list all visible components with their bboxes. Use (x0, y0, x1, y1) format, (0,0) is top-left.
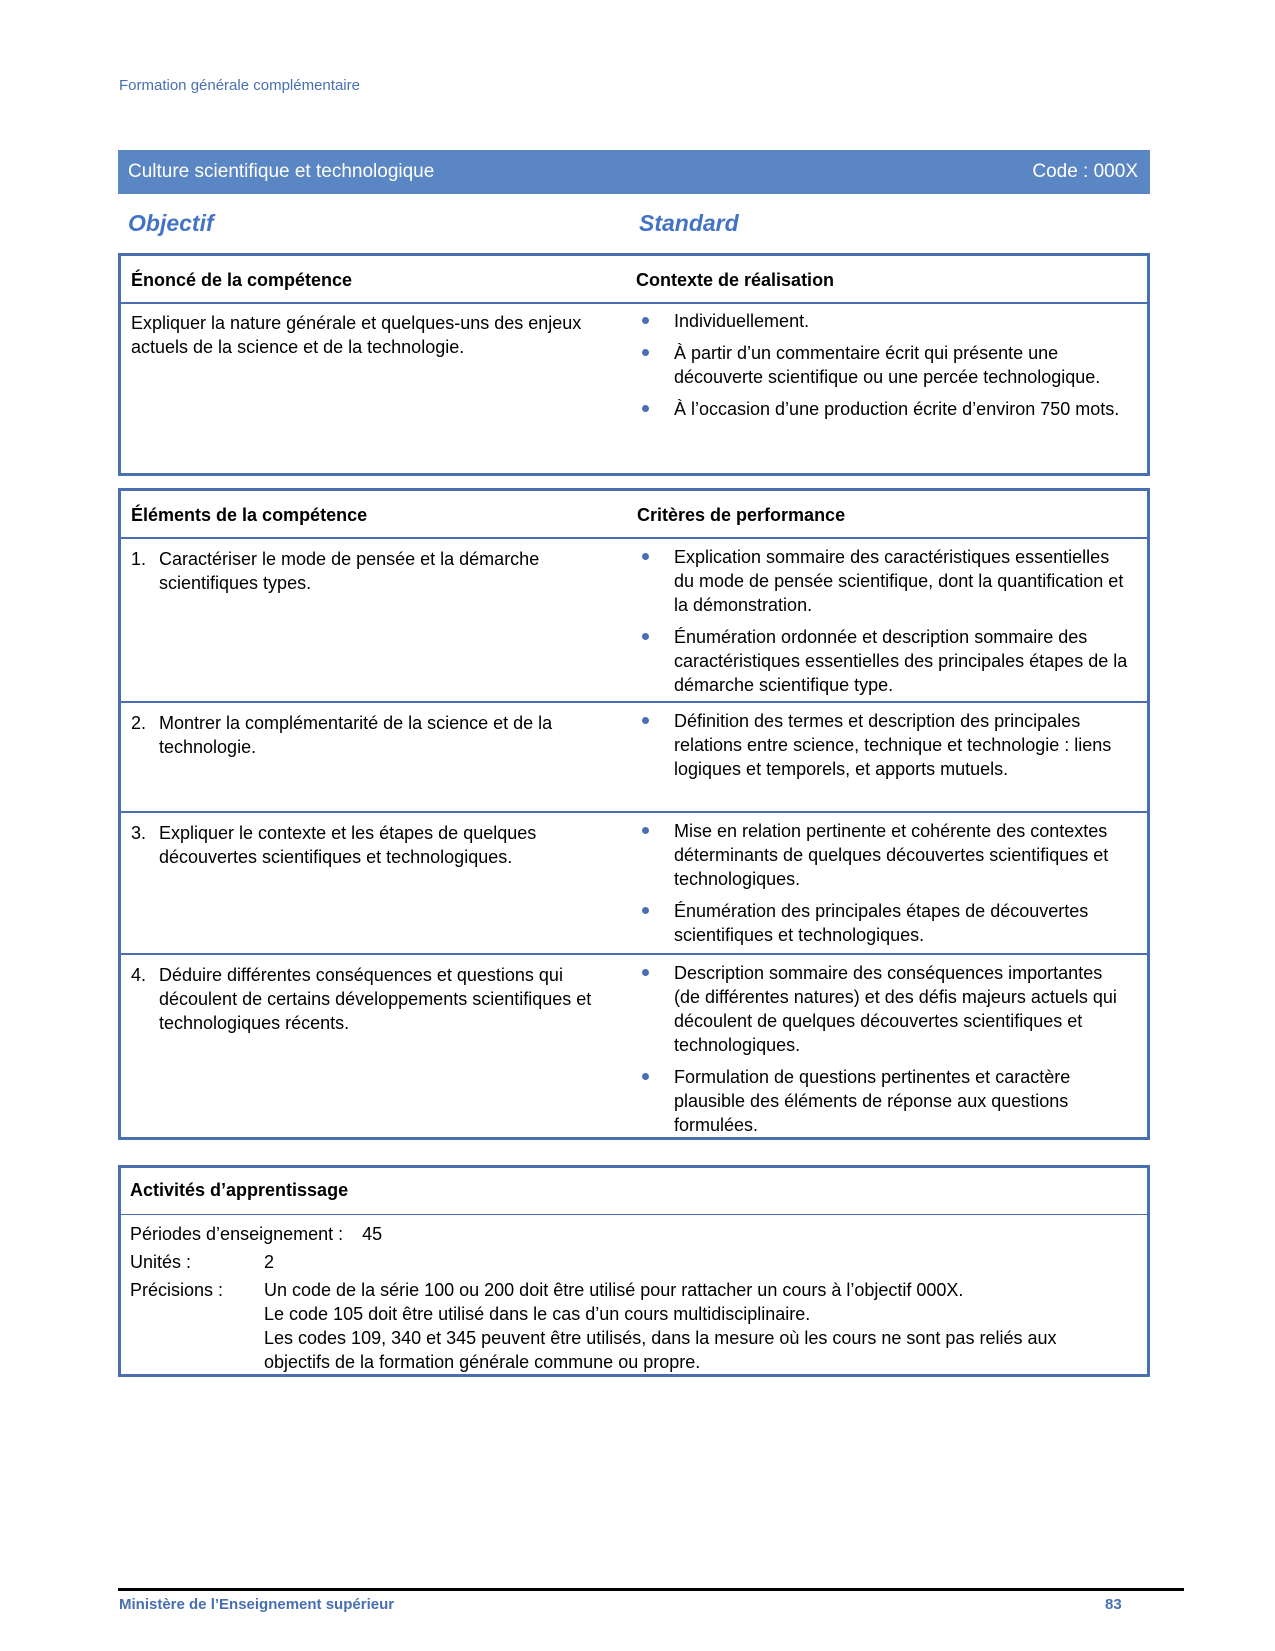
competency-content-row (121, 302, 1147, 473)
element-row (121, 701, 1147, 811)
criteria-list (639, 961, 1129, 1137)
units-label: Unités : (130, 1252, 192, 1272)
element-row (121, 953, 1147, 1137)
element-text: Montrer la complémentarité de la science et de la technologie. (159, 713, 553, 757)
criteria-list (639, 819, 1129, 947)
element-number: 2. (131, 713, 147, 733)
learning-activities-box (118, 1165, 1150, 1377)
competency-box (118, 253, 1150, 476)
precisions-text (264, 1278, 1124, 1374)
criteria-list (639, 709, 1129, 781)
periods-row (130, 1222, 382, 1246)
footer-ministry: Ministère de l’Enseignement supérieur (119, 1596, 395, 1613)
criterion-item: Explication sommaire des caractéristiques essentielles du mode de pensée scientifique, dont la quantification et la démonstration. (639, 545, 1129, 617)
elements-box (118, 488, 1150, 1140)
objective-heading: Objectif (128, 210, 214, 236)
course-code: Code : 000X (1032, 161, 1138, 182)
criterion-item: Définition des termes et description des principales relations entre science, technique et technologie : liens logiques et temporels, et apports mutuels. (639, 709, 1129, 781)
elements-header: Éléments de la compétence (131, 505, 368, 525)
units-value: 2 (264, 1252, 275, 1272)
competency-header-row (121, 256, 1147, 302)
periods-value: 45 (362, 1224, 383, 1244)
precision-line: Le code 105 doit être utilisé dans le cas d’un cours multidisciplinaire. (264, 1304, 811, 1324)
criterion-item: Description sommaire des conséquences importantes (de différentes natures) et des défis majeurs actuels qui découlent de quelques découvertes scientifiques et technologiques. (639, 961, 1129, 1057)
element-row (121, 537, 1147, 701)
criteria-header: Critères de performance (637, 505, 846, 525)
course-title: Culture scientifique et technologique (128, 161, 435, 182)
precision-line: Les codes 109, 340 et 345 peuvent être utilisés, dans la mesure où les cours ne sont pas reliés aux objectifs de la formation générale commune ou propre. (264, 1328, 1057, 1372)
element-text: Caractériser le mode de pensée et la démarche scientifiques types. (159, 549, 540, 593)
element-number: 4. (131, 965, 147, 985)
context-header: Contexte de réalisation (636, 270, 835, 290)
units-row (130, 1250, 274, 1274)
element-text: Expliquer le contexte et les étapes de quelques découvertes scientifiques et technologiques. (159, 823, 537, 867)
element-text: Déduire différentes conséquences et questions qui découlent de certains développements scientifiques et technologiques récents. (159, 965, 592, 1033)
context-item: À partir d’un commentaire écrit qui présente une découverte scientifique ou une percée technologique. (639, 341, 1129, 389)
element-row (121, 811, 1147, 953)
page-number: 83 (1105, 1596, 1122, 1613)
activities-title: Activités d’apprentissage (130, 1180, 349, 1200)
context-item: À l’occasion d’une production écrite d’environ 750 mots. (639, 397, 1129, 421)
elements-header-row (121, 491, 1147, 537)
footer-rule (118, 1588, 1184, 1591)
standard-heading: Standard (639, 210, 739, 236)
criteria-list (639, 545, 1129, 697)
criterion-item: Formulation de questions pertinentes et caractère plausible des éléments de réponse aux questions formulées. (639, 1065, 1129, 1137)
criterion-item: Énumération des principales étapes de découvertes scientifiques et technologiques. (639, 899, 1129, 947)
competency-statement: Expliquer la nature générale et quelques-uns des enjeux actuels de la science et de la technologie. (131, 313, 582, 357)
precision-line: Un code de la série 100 ou 200 doit être utilisé pour rattacher un cours à l’objectif 000X. (264, 1280, 964, 1300)
context-item: Individuellement. (639, 309, 1129, 333)
element-number: 3. (131, 823, 147, 843)
precisions-label: Précisions : (130, 1280, 224, 1300)
periods-label: Périodes d’enseignement : (130, 1224, 344, 1244)
course-title-bar (118, 150, 1150, 194)
criterion-item: Énumération ordonnée et description sommaire des caractéristiques essentielles des principales étapes de la démarche scientifique type. (639, 625, 1129, 697)
running-header: Formation générale complémentaire (119, 77, 360, 94)
statement-header: Énoncé de la compétence (131, 270, 353, 290)
criterion-item: Mise en relation pertinente et cohérente des contextes déterminants de quelques découvertes scientifiques et technologiques. (639, 819, 1129, 891)
element-number: 1. (131, 549, 147, 569)
context-list (639, 309, 1129, 421)
activities-divider (121, 1214, 1147, 1215)
